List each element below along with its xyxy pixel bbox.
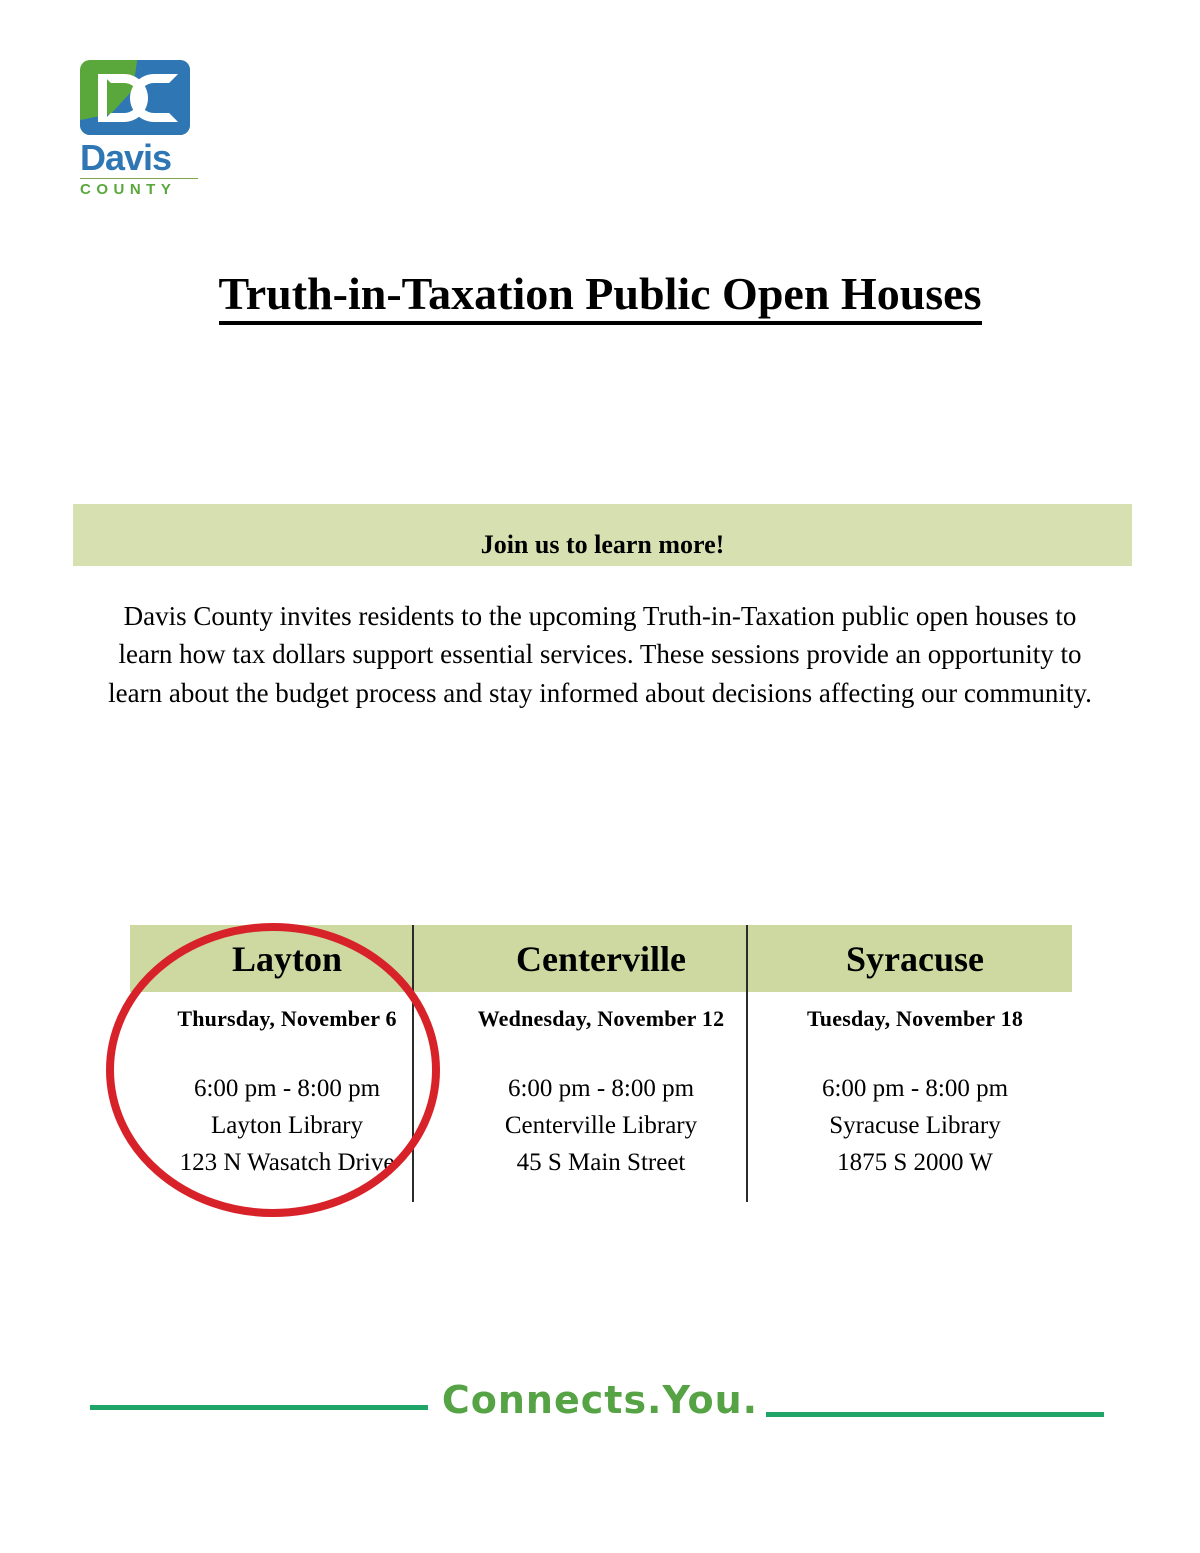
footer-tagline: Connects.You. <box>441 1378 759 1422</box>
logo-subword: COUNTY <box>80 180 177 198</box>
page-title <box>0 269 1200 320</box>
davis-county-logo-mark <box>80 60 190 135</box>
event-details-centerville <box>444 1070 758 1181</box>
page-title-text: Truth-in-Taxation Public Open Houses <box>219 268 982 325</box>
footer-rule-left <box>90 1405 428 1410</box>
event-address-syracuse: 1875 S 2000 W <box>837 1149 993 1176</box>
city-name-layton: Layton <box>231 938 343 979</box>
schedule-cell-layton <box>130 992 444 1202</box>
logo-wordmark: Davis <box>80 137 172 178</box>
schedule-cell-centerville <box>444 992 758 1202</box>
footer <box>0 1378 1200 1438</box>
schedule-header-layton <box>130 925 444 992</box>
schedule-cell-syracuse <box>758 992 1072 1202</box>
davis-county-logo <box>80 60 210 198</box>
event-address-layton: 123 N Wasatch Drive <box>179 1149 395 1176</box>
intro-heading: Join us to learn more! <box>480 530 725 559</box>
city-name-syracuse: Syracuse <box>846 938 984 979</box>
column-divider-1 <box>412 925 414 1202</box>
footer-rule-right <box>766 1412 1104 1417</box>
event-time-layton: 6:00 pm - 8:00 pm <box>193 1075 381 1102</box>
schedule-header-row <box>130 925 1072 992</box>
event-date-layton: Thursday, November 6 <box>177 1006 397 1031</box>
schedule-header-centerville <box>444 925 758 992</box>
event-time-centerville: 6:00 pm - 8:00 pm <box>507 1075 695 1102</box>
event-date-centerville: Wednesday, November 12 <box>477 1006 725 1031</box>
schedule-header-syracuse <box>758 925 1072 992</box>
schedule-table <box>130 925 1072 1202</box>
city-name-centerville: Centerville <box>516 938 686 979</box>
schedule-body-row <box>130 992 1072 1202</box>
column-divider-2 <box>746 925 748 1202</box>
event-address-centerville: 45 S Main Street <box>516 1149 686 1176</box>
event-venue-centerville: Centerville Library <box>504 1112 698 1139</box>
event-date-syracuse: Tuesday, November 18 <box>806 1006 1024 1031</box>
event-venue-layton: Layton Library <box>210 1112 364 1139</box>
event-time-syracuse: 6:00 pm - 8:00 pm <box>821 1075 1009 1102</box>
event-details-syracuse <box>758 1070 1072 1181</box>
intro-banner <box>73 504 1132 566</box>
event-venue-syracuse: Syracuse Library <box>829 1112 1001 1139</box>
event-details-layton <box>130 1070 444 1181</box>
logo-c-arc <box>130 74 178 122</box>
intro-body-text: Davis County invites residents to the upcoming Truth-in-Taxation public open houses to learn how tax dollars support essential services. These sessions provide an opportunity to learn about the budget process and stay informed about decisions affecting our community. <box>108 601 1092 708</box>
